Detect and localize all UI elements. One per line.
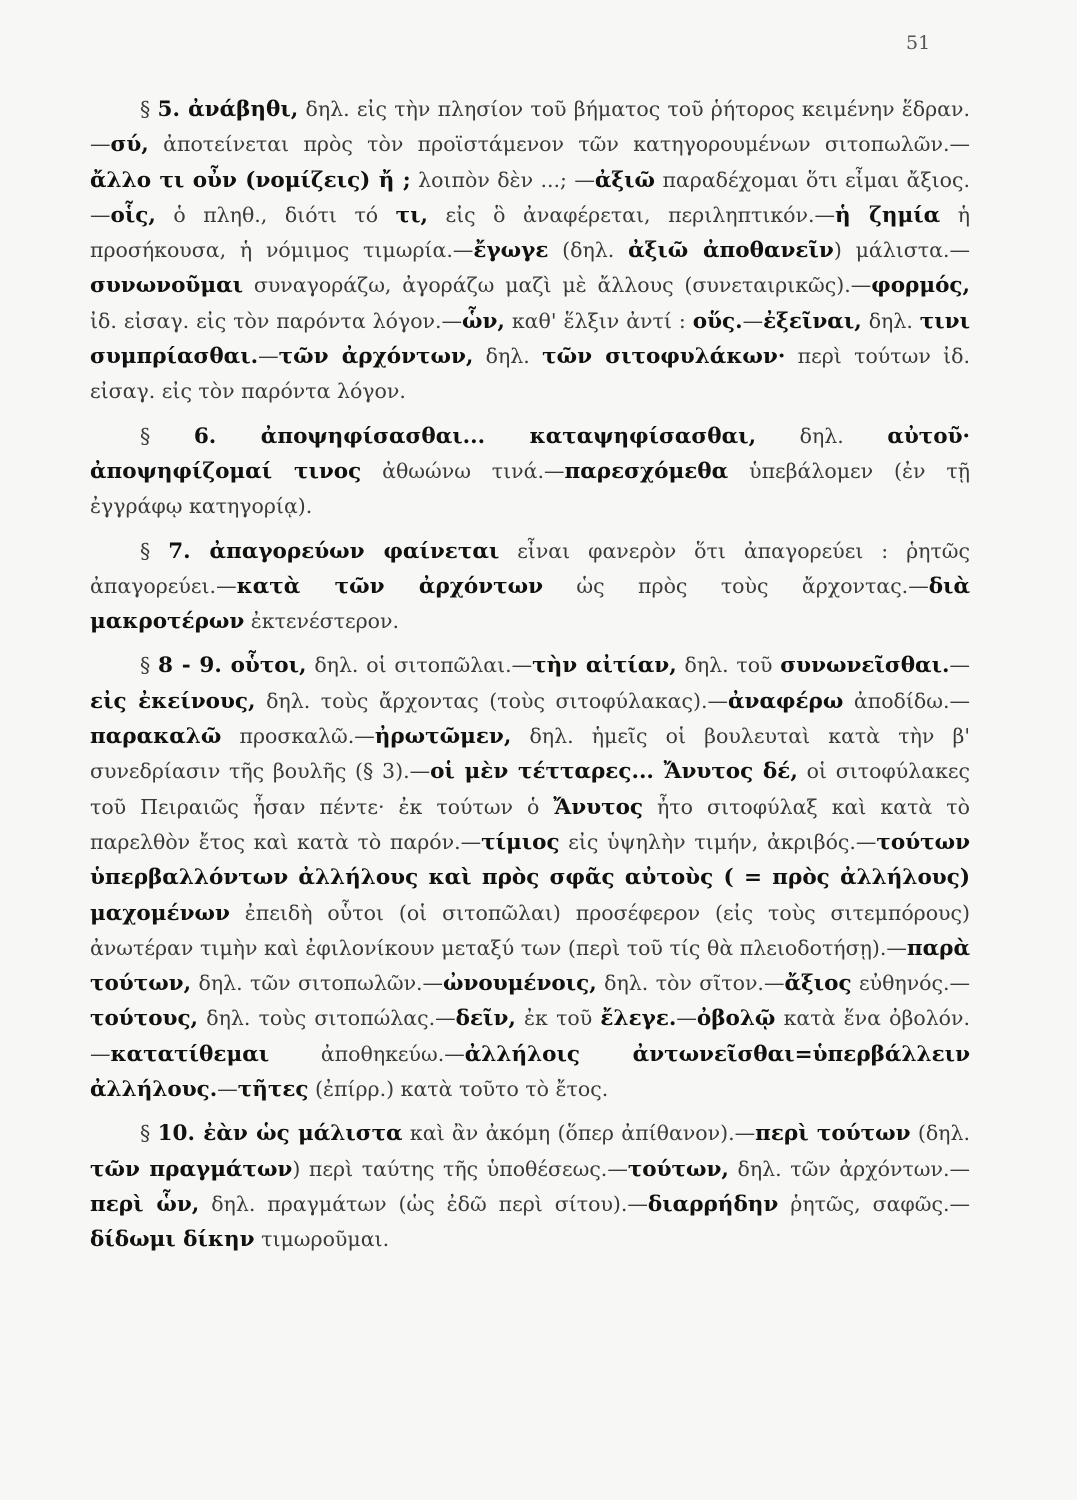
lemma-text: κατὰ τῶν ἀρχόντων bbox=[236, 573, 543, 599]
gloss-text: § bbox=[140, 538, 169, 563]
gloss-text: συναγοράζω, ἀγοράζω μαζὶ μὲ ἄλλους (συνεταιρικῶς).— bbox=[243, 273, 872, 298]
lemma-text: ἐξεῖναι, bbox=[763, 308, 862, 334]
lemma-text: 6. bbox=[193, 423, 261, 449]
lemma-text: 7. bbox=[168, 538, 210, 564]
commentary-paragraph bbox=[90, 534, 970, 640]
gloss-text: — bbox=[949, 653, 970, 678]
gloss-text: (δηλ. bbox=[910, 1121, 970, 1146]
lemma-text: περὶ τούτων bbox=[755, 1121, 911, 1147]
gloss-text: δηλ. τοὺς ἄρχοντας (τοὺς σιτοφύλακας).— bbox=[255, 688, 728, 713]
gloss-text: ὑπεβάλομεν (ἐν τῇ ἐγγράφῳ κατηγορίᾳ). bbox=[90, 458, 970, 519]
gloss-text: λοιπὸν δὲν ...; — bbox=[410, 167, 595, 192]
gloss-text: κατὰ ἕνα ὀβολόν.— bbox=[90, 1006, 971, 1066]
gloss-text: ) μάλιστα.— bbox=[833, 238, 970, 263]
gloss-text: δηλ. οἱ σιτοπῶλαι.— bbox=[306, 653, 533, 678]
gloss-text: § bbox=[140, 1121, 158, 1146]
gloss-text: (δηλ. bbox=[548, 238, 629, 263]
gloss-text: § bbox=[140, 423, 194, 448]
lemma-text: δεῖν, bbox=[455, 1006, 516, 1032]
lemma-text: ἀνάβηθι, bbox=[188, 97, 299, 122]
lemma-text: τούτων ὑπερβαλλόντων ἀλλήλους καὶ πρὸς σφᾶς αὐτοὺς ( = πρὸς ἀλλήλους) μαχομένων bbox=[90, 829, 970, 926]
gloss-text: — bbox=[258, 344, 279, 369]
lemma-text: ἀναφέρω bbox=[728, 688, 844, 714]
lemma-text: τὴν αἰτίαν, bbox=[532, 653, 677, 679]
gloss-text: τιμωροῦμαι. bbox=[254, 1227, 390, 1252]
gloss-text: εἰς ὃ ἀναφέρεται, περιληπτικόν.— bbox=[428, 202, 836, 227]
lemma-text: ἠρωτῶμεν, bbox=[374, 724, 512, 750]
lemma-text: τούτων, bbox=[627, 1156, 729, 1182]
lemma-text: ἀπαγορεύων φαίνεται bbox=[209, 538, 500, 564]
gloss-text: § bbox=[140, 97, 158, 121]
lemma-text: συνωνεῖσθαι. bbox=[780, 653, 950, 679]
gloss-text: ὡς πρὸς τοὺς ἄρχοντας.— bbox=[543, 573, 929, 598]
commentary-paragraph bbox=[90, 648, 970, 1107]
lemma-text: τῆτες bbox=[237, 1077, 309, 1103]
lemma-text: οἱ μὲν τέτταρες... Ἄνυτος δέ, bbox=[430, 759, 798, 785]
lemma-text: σύ, bbox=[110, 132, 149, 158]
commentary-paragraph bbox=[90, 419, 970, 525]
gloss-text: προσκαλῶ.— bbox=[221, 724, 375, 749]
lemma-text: οὗτοι, bbox=[230, 653, 307, 679]
gloss-text: περὶ τούτων ἰδ. εἰσαγ. εἰς τὸν παρόντα λόγον. bbox=[90, 344, 970, 404]
gloss-text: δηλ. πραγμάτων (ὡς ἐδῶ περὶ σίτου).— bbox=[199, 1191, 648, 1216]
lemma-text: ἡ ζημία bbox=[835, 202, 941, 228]
lemma-text: τι, bbox=[395, 202, 428, 228]
gloss-text: δηλ. τοῦ bbox=[676, 653, 781, 678]
lemma-text: ἔλεγε. bbox=[600, 1006, 677, 1032]
gloss-text: ἐπειδὴ οὗτοι (οἱ σιτοπῶλαι) προσέφερον (εἰς τοὺς σιτεμπόρους) ἀνωτέραν τιμὴν καὶ ἐφιλονίκουν μεταξύ των (περὶ τοῦ τίς θὰ πλειοδοτήσῃ).— bbox=[90, 900, 970, 960]
lemma-text: τινι συμπρίασθαι. bbox=[90, 308, 970, 370]
lemma-text: τῶν πραγμάτων bbox=[90, 1156, 293, 1182]
gloss-text: δηλ. bbox=[473, 344, 543, 369]
lemma-text: ἀξιῶ bbox=[594, 167, 656, 193]
lemma-text: τῶν ἀρχόντων, bbox=[278, 344, 474, 370]
gloss-text: δηλ. bbox=[756, 423, 888, 448]
gloss-text: ἡ προσήκουσα, ἡ νόμιμος τιμωρία.— bbox=[90, 202, 970, 263]
lemma-text: φορμός, bbox=[871, 273, 970, 299]
lemma-text: διαρρήδην bbox=[647, 1191, 779, 1217]
lemma-text: Ἄνυτος bbox=[553, 794, 644, 820]
gloss-text: δηλ. bbox=[861, 308, 920, 333]
lemma-text: τίμιος bbox=[481, 829, 560, 855]
gloss-text: ἀποδίδω.— bbox=[843, 688, 970, 713]
gloss-text: εἶναι φανερὸν ὅτι ἀπαγορεύει : ῥητῶς ἀπαγορεύει.— bbox=[90, 538, 970, 598]
gloss-text: δηλ. τῶν ἀρχόντων.— bbox=[728, 1156, 970, 1181]
gloss-text: § bbox=[140, 653, 159, 678]
lemma-text: οὕς. bbox=[692, 308, 743, 334]
gloss-text: δηλ. τοὺς σιτοπώλας.— bbox=[198, 1006, 456, 1031]
lemma-text: συνωνοῦμαι bbox=[90, 273, 244, 299]
gloss-text: ἦτο σιτοφύλαξ καὶ κατὰ τὸ παρελθὸν ἔτος καὶ κατὰ τὸ παρόν.— bbox=[90, 794, 970, 854]
gloss-text: ἀθωώνω τινά.— bbox=[361, 458, 565, 483]
lemma-text: περὶ ὧν, bbox=[90, 1191, 200, 1217]
lemma-text: δίδωμι δίκην bbox=[90, 1227, 255, 1253]
lemma-text: ὧν, bbox=[462, 308, 505, 334]
gloss-text: ῥητῶς, σαφῶς.— bbox=[778, 1191, 970, 1216]
lemma-text: ἔγωγε bbox=[473, 238, 549, 264]
lemma-text: εἰς ἐκείνους, bbox=[90, 688, 256, 714]
lemma-text: αὐτοῦ· ἀποψηφίζομαί τινος bbox=[90, 423, 970, 484]
gloss-text: ἀποτείνεται πρὸς τὸν προϊστάμενον τῶν κατηγορουμένων σιτοπωλῶν.— bbox=[148, 132, 970, 157]
lemma-text: ὠνουμένοις, bbox=[443, 971, 597, 997]
gloss-text: (ἐπίρρ.) κατὰ τοῦτο τὸ ἔτος. bbox=[308, 1077, 609, 1102]
gloss-text: εὐθηνός.— bbox=[851, 971, 970, 996]
lemma-text: τῶν σιτοφυλάκων· bbox=[542, 344, 786, 370]
gloss-text: ) περὶ ταύτης τῆς ὑποθέσεως.— bbox=[292, 1156, 628, 1181]
lemma-text: 8 - 9. bbox=[158, 653, 231, 679]
commentary-paragraph bbox=[90, 1116, 970, 1257]
lemma-text: παρὰ τούτων, bbox=[90, 935, 970, 997]
gloss-text: ἰδ. εἰσαγ. εἰς τὸν παρόντα λόγον.— bbox=[90, 308, 463, 333]
gloss-text: καθ' ἕλξιν ἀντί : bbox=[504, 308, 693, 333]
gloss-text: δηλ. τῶν σιτοπωλῶν.— bbox=[191, 971, 444, 996]
gloss-text: — bbox=[217, 1077, 238, 1102]
commentary-paragraph bbox=[90, 92, 970, 410]
gloss-text: παραδέχομαι ὅτι εἶμαι ἄξιος.— bbox=[90, 167, 970, 227]
lemma-text: οἷς, bbox=[110, 202, 156, 228]
page-number: 51 bbox=[906, 32, 931, 54]
gloss-text: — bbox=[676, 1006, 697, 1031]
gloss-text: ὁ πληθ., διότι τό bbox=[155, 202, 396, 227]
lemma-text: παρακαλῶ bbox=[90, 724, 222, 750]
lemma-text: κατατίθεμαι bbox=[110, 1041, 270, 1067]
lemma-text: ἀποψηφίσασθαι... καταψηφίσασθαι, bbox=[260, 423, 757, 449]
lemma-text: ἄλλο τι οὖν (νομίζεις) ἤ ; bbox=[90, 167, 411, 193]
gloss-text: ἐκτενέστερον. bbox=[244, 609, 399, 634]
gloss-text: δηλ. τὸν σῖτον.— bbox=[596, 971, 785, 996]
gloss-text: δηλ. εἰς τὴν πλησίον τοῦ βήματος τοῦ ῥήτορος κειμένην ἕδραν.— bbox=[90, 97, 970, 157]
gloss-text: δηλ. ἡμεῖς οἱ βουλευταὶ κατὰ τὴν β' συνεδρίασιν τῆς βουλῆς (§ 3).— bbox=[90, 724, 970, 784]
lemma-text: τούτους, bbox=[90, 1006, 199, 1032]
gloss-text: ἐκ τοῦ bbox=[515, 1006, 601, 1031]
lemma-text: ἀλλήλοις ἀντωνεῖσθαι=ὑπερβάλλειν ἀλλήλους. bbox=[90, 1041, 970, 1103]
lemma-text: 5. bbox=[157, 97, 189, 122]
lemma-text: παρεσχόμεθα bbox=[564, 458, 729, 484]
lemma-text: ὀβολῷ bbox=[696, 1006, 776, 1032]
lemma-text: ἀξιῶ ἀποθανεῖν bbox=[628, 238, 834, 264]
gloss-text: εἰς ὑψηλὴν τιμήν, ἀκριβός.— bbox=[559, 829, 877, 854]
lemma-text: διὰ μακροτέρων bbox=[90, 573, 970, 635]
gloss-text: οἱ σιτοφύλακες τοῦ Πειραιῶς ἦσαν πέντε· ἐκ τούτων ὁ bbox=[90, 759, 970, 819]
gloss-text: καὶ ἂν ἀκόμη (ὅπερ ἀπίθανον).— bbox=[402, 1121, 756, 1146]
lemma-text: ἄξιος bbox=[784, 971, 852, 997]
gloss-text: ἀποθηκεύω.— bbox=[269, 1041, 465, 1066]
lemma-text: ἐὰν ὡς μάλιστα bbox=[203, 1121, 403, 1147]
gloss-text: — bbox=[742, 308, 764, 333]
commentary-body bbox=[90, 92, 970, 1267]
lemma-text: 10. bbox=[157, 1121, 204, 1147]
